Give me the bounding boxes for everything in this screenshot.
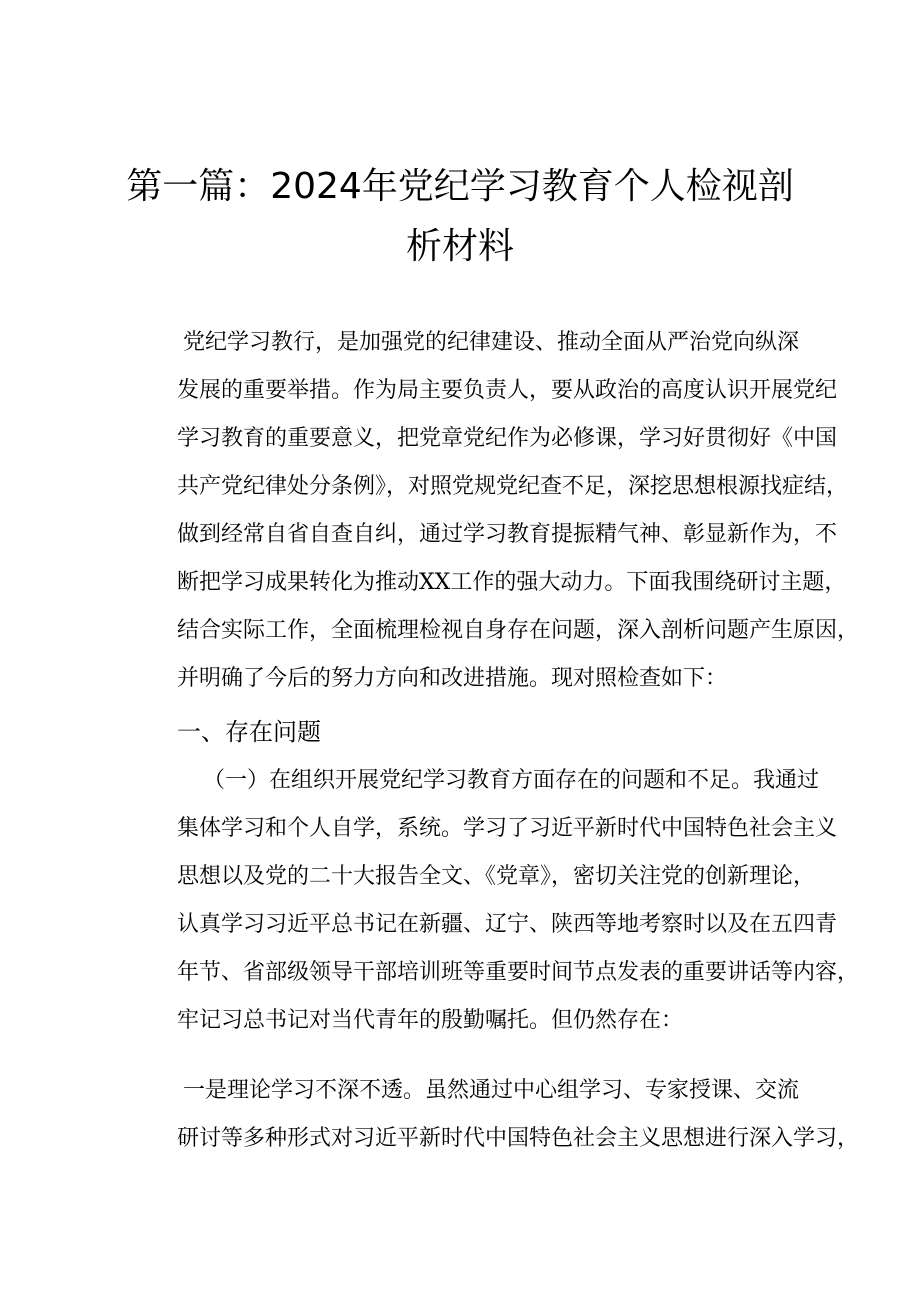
paragraph-1-line-3: 学习教育的重要意义，把党章党纪作为必修课，学习好贯彻好《中国 [177,426,838,451]
paragraph-3-line-2: 研讨等多种形式对习近平新时代中国特色社会主义思想进行深入学习， [177,1126,860,1151]
paragraph-2-line-4: 认真学习习近平总书记在新疆、辽宁、陕西等地考察时以及在五四青 [177,912,838,937]
paragraph-1-line-8: 并明确了今后的努力方向和改进措施。现对照检查如下： [177,666,728,691]
paragraph-1-line-2: 发展的重要举措。作为局主要负责人，要从政治的高度认识开展党纪 [177,378,838,403]
paragraph-2-line-5: 年节、省部级领导干部培训班等重要时间节点发表的重要讲话等内容， [177,960,860,985]
paragraph-2-line-6: 牢记习总书记对当代青年的殷勤嘱托。但仍然存在： [177,1008,684,1033]
paragraph-1-line-4: 共产党纪律处分条例》，对照党规党纪查不足，深挖思想根源找症结， [177,474,849,499]
paragraph-1-line-1: 党纪学习教行，是加强党的纪律建设、推动全面从严治党向纵深 [183,330,800,355]
paragraph-3-line-1: 一是理论学习不深不透。虽然通过中心组学习、专家授课、交流 [183,1078,800,1103]
paragraph-2-line-3: 思想以及党的二十大报告全文、《党章》，密切关注党的创新理论， [177,864,816,889]
paragraph-1-line-6: 断把学习成果转化为推动XX工作的强大动力。下面我围绕研讨主题， [177,570,847,595]
section-heading: 一、存在问题 [177,718,321,746]
paragraph-1-line-7: 结合实际工作，全面梳理检视自身存在问题，深入剖析问题产生原因， [177,618,860,643]
document-title-line-2: 析材料 [405,226,514,267]
paragraph-2-line-2: 集体学习和个人自学，系统。学习了习近平新时代中国特色社会主义 [177,816,838,841]
document-title-line-1: 第一篇：2024年党纪学习教育个人检视剖 [126,166,794,207]
paragraph-1-line-5: 做到经常自省自查自纠，通过学习教育提振精气神、彰显新作为，不 [177,522,838,547]
paragraph-2-line-1: （一）在组织开展党纪学习教育方面存在的问题和不足。我通过 [203,768,820,793]
